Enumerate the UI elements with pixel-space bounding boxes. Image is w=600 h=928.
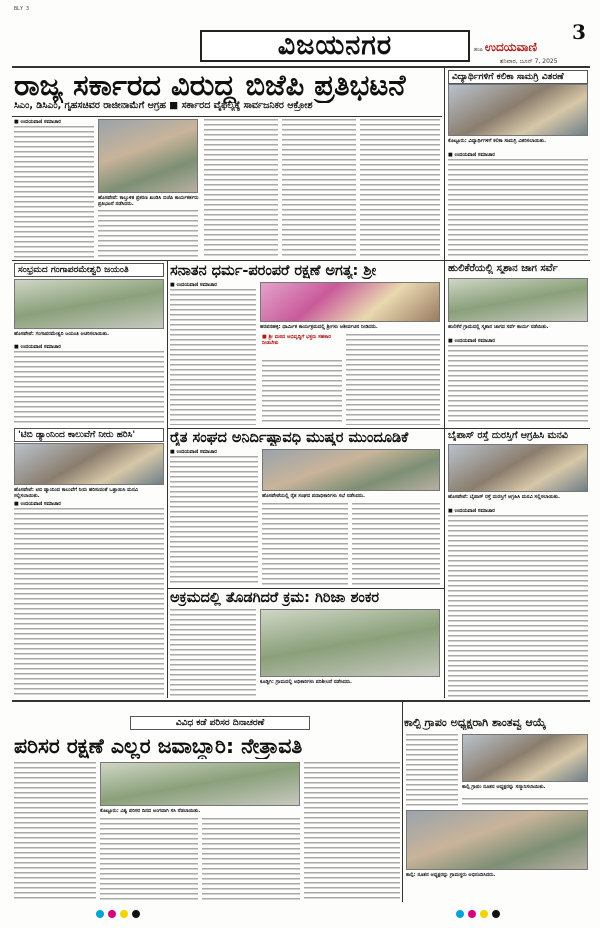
left-story-caption: ಹೊಸಪೇಟೆ: ಗಂಗಾಪರಮೇಶ್ವರಿ ಜಯಂತಿ ಆಚರಿಸಲಾಯಿತು.	[14, 331, 110, 337]
right-story-photo	[448, 278, 588, 322]
right-mid-headline: ಬೈಪಾಸ್ ರಸ್ತೆ ದುರಸ್ತಿಗೆ ಆಗ್ರಹಿಸಿ ಮನವಿ	[448, 430, 568, 441]
row-rule-4	[12, 700, 590, 702]
page-corner-code: BLY 3	[14, 6, 30, 12]
left-story-byline: ■ ಉದಯವಾಣಿ ಸಮಾಚಾರ	[14, 344, 61, 350]
right-mid-caption: ಹೊಸಪೇಟೆ: ಬೈಪಾಸ್ ರಸ್ತೆ ದುರಸ್ತಿಗೆ ಆಗ್ರಹಿಸಿ ಮನವಿ ಸಲ್ಲಿಸಲಾಯಿತು.	[448, 494, 561, 500]
left-mid-photo	[14, 443, 164, 485]
left-story-headline: ಸಂಭ್ರಮದ ಗಂಗಾಪರಮೇಶ್ವರಿ ಜಯಂತಿ	[14, 263, 164, 277]
registration-mark	[96, 910, 104, 918]
right-story-headline: ಹುಲಿಕೆರೆಯಲ್ಲಿ ಸ್ಮಶಾನ ಜಾಗ ಸರ್ವೆ	[448, 263, 558, 274]
top-right-caption: ಕೊಟ್ಟೂರು: ವಿದ್ಯಾರ್ಥಿಗಳಿಗೆ ಕಲಿಕಾ ಸಾಮಗ್ರಿ ವಿತರಿಸಲಾಯಿತು.	[448, 138, 546, 144]
brand-name: ಉದಯವಾಣಿ	[484, 40, 538, 54]
right-mid-body	[448, 515, 588, 698]
illegal-photo	[260, 609, 440, 677]
left-story-body	[14, 351, 164, 425]
top-right-byline: ■ ಉದಯವಾಣಿ ಸಮಾಚಾರ	[448, 152, 495, 158]
right-column-rule	[444, 68, 445, 698]
left-mid-headline: 'ಟಿಬಿ ಡ್ಯಾಂನಿಂದ ಕಾಲುವೆಗೆ ನೀರು ಹರಿಸಿ'	[14, 428, 164, 442]
lead-photo	[98, 119, 198, 193]
bottom-left-photo	[100, 762, 300, 806]
lead-body-col4	[282, 119, 356, 258]
bottom-left-body-col2	[100, 818, 198, 902]
lead-photo-caption: ಹೊಸಪೇಟೆ: ಕಾಲ್ತುಳಿತ ಪ್ರಕರಣ ಖಂಡಿಸಿ ಬಿಜೆಪಿ ಕಾರ್ಯಕರ್ತರು ಪ್ರತಿಭಟನೆ ನಡೆಸಿದರು.	[98, 195, 199, 207]
row-rule-3	[168, 588, 444, 589]
bottom-left-caption: ಕೊಟ್ಟೂರು: ವಿಶ್ವ ಪರಿಸರ ದಿನದ ಅಂಗವಾಗಿ ಸಸಿ ನೆಡಲಾಯಿತು.	[100, 808, 201, 814]
bottom-right-caption: ಕಾಲ್ಪಿ ಗ್ರಾಪಂ ನೂತನ ಅಧ್ಯಕ್ಷರನ್ನು ಸನ್ಮಾನಿಸಲಾಯಿತು.	[462, 784, 546, 790]
bottom-right-body-2	[462, 798, 588, 806]
left-mid-caption: ಹೊಸಪೇಟೆ: ಟಿಬಿ ಡ್ಯಾಂನಿಂದ ಕಾಲುವೆಗೆ ನೀರು ಹರಿಸುವಂತೆ ಒತ್ತಾಯಿಸಿ ಮನವಿ ಸಲ್ಲಿಸಲಾಯಿತು.	[14, 487, 138, 499]
row-rule-2	[168, 428, 590, 429]
farmers-body-col2	[262, 503, 348, 586]
lead-body-col5	[360, 119, 440, 258]
center-photo-caption: ಹರಪನಹಳ್ಳಿ: ಧಾರ್ಮಿಕ ಕಾರ್ಯಕ್ರಮದಲ್ಲಿ ಶ್ರೀಗಳು ಆಶೀರ್ವಚನ ನೀಡಿದರು.	[260, 324, 378, 330]
bottom-left-body-col3	[202, 818, 300, 902]
left-mid-body	[14, 508, 164, 698]
lead-body-col3	[204, 119, 278, 258]
farmers-caption: ಹೊಸಪೇಟೆಯಲ್ಲಿ ರೈತ ಸಂಘದ ಪದಾಧಿಕಾರಿಗಳು ಸಭೆ ನಡೆಸಿದರು.	[262, 493, 365, 499]
center-body-col3	[346, 334, 440, 425]
bottom-right-photo-2	[406, 810, 588, 870]
lead-body-col1	[14, 126, 94, 258]
bottom-right-body	[406, 734, 458, 806]
left-column-rule	[167, 261, 168, 698]
page-number: 3	[572, 20, 586, 44]
registration-mark	[480, 910, 488, 918]
registration-mark	[120, 910, 128, 918]
farmers-photo	[262, 449, 440, 491]
bottom-left-body-col1	[14, 762, 96, 902]
right-story-body	[448, 345, 588, 425]
bottom-column-rule	[402, 702, 403, 902]
registration-mark	[456, 910, 464, 918]
bottom-left-body-col4	[304, 762, 400, 902]
illegal-caption: ಕೂಡ್ಲಿಗಿ: ಗ್ರಾಮದಲ್ಲಿ ಅಧಿಕಾರಿಗಳು ಪರಿಶೀಲನೆ ನಡೆಸಿದರು.	[260, 679, 352, 685]
left-story-photo	[14, 279, 164, 329]
lead-headline: ರಾಜ್ಯ ಸರ್ಕಾರದ ವಿರುದ್ಧ ಬಿಜೆಪಿ ಪ್ರತಿಭಟನೆ	[14, 68, 406, 102]
farmers-body-col1	[170, 456, 258, 586]
bottom-right-caption-2: ಕಾಲ್ಪಿ: ನೂತನ ಅಧ್ಯಕ್ಷರನ್ನು ಗ್ರಾಮಸ್ಥರು ಅಭಿನಂದಿಸಿದರು.	[406, 872, 496, 878]
registration-mark	[108, 910, 116, 918]
registration-mark	[468, 910, 476, 918]
registration-mark	[492, 910, 500, 918]
center-body-col2	[262, 360, 342, 425]
brand-tag: ಹಂಪಿ	[474, 47, 483, 53]
center-headline: ಸನಾತನ ಧರ್ಮ-ಪರಂಪರೆ ರಕ್ಷಣೆ ಅಗತ್ಯ: ಶ್ರೀ	[170, 263, 377, 279]
center-pullquote: ■ ಶ್ರೀ ಮಠದ ಅಭಿವೃದ್ಧಿಗೆ ಭಕ್ತರು ಸಹಕಾರ ನೀಡಬೇಕು	[262, 334, 331, 346]
illegal-headline: ಅಕ್ರಮದಲ್ಲಿ ತೊಡಗಿದರೆ ಕ್ರಮ: ಗಿರಿಜಾ ಶಂಕರ	[170, 590, 380, 606]
brand-logo	[474, 40, 537, 55]
farmers-body-col3	[352, 503, 440, 586]
bottom-left-kicker: ವಿವಿಧ ಕಡೆ ಪರಿಸರ ದಿನಾಚರಣೆ	[130, 716, 310, 730]
bottom-left-headline: ಪರಿಸರ ರಕ್ಷಣೆ ಎಲ್ಲರ ಜವಾಬ್ದಾರಿ: ನೇತ್ರಾವತಿ	[14, 734, 303, 758]
top-right-headline: ವಿದ್ಯಾರ್ಥಿಗಳಿಗೆ ಕಲಿಕಾ ಸಾಮಗ್ರಿ ವಿತರಣೆ	[448, 70, 588, 84]
registration-mark	[132, 910, 140, 918]
lead-body-col2	[98, 210, 198, 258]
dateline: ಶನಿವಾರ, ಜೂನ್ 7, 2025	[500, 58, 558, 65]
row-rule-1	[12, 260, 590, 261]
bottom-right-photo	[462, 734, 588, 782]
right-mid-photo	[448, 444, 588, 492]
farmers-headline: ರೈತ ಸಂಘದ ಅನಿರ್ದಿಷ್ಟಾವಧಿ ಮುಷ್ಕರ ಮುಂದೂಡಿಕೆ	[170, 430, 409, 446]
center-photo	[260, 282, 440, 322]
center-byline: ■ ಉದಯವಾಣಿ ಸಮಾಚಾರ	[170, 282, 217, 288]
lead-subhead: ಸಿಎಂ, ಡಿಸಿಎಂ, ಗೃಹಸಚಿವರ ರಾಜೀನಾಮೆಗೆ ಆಗ್ರಹ ■ ಸರ್ಕಾರದ ವೈಫಲ್ಯಕ್ಕೆ ಸಾರ್ವಜನಿಕರ ಆಕ್ರೋಶ	[14, 100, 313, 111]
lead-byline: ■ ಉದಯವಾಣಿ ಸಮಾಚಾರ	[14, 119, 61, 125]
right-mid-byline: ■ ಉದಯವಾಣಿ ಸಮಾಚಾರ	[448, 508, 495, 514]
bottom-right-headline: ಕಾಲ್ಪಿ ಗ್ರಾಪಂ ಅಧ್ಯಕ್ಷರಾಗಿ ಶಾಂತವ್ವ ಆಯ್ಕೆ	[404, 716, 546, 729]
right-story-caption: ಹುಲಿಕೆರೆ ಗ್ರಾಮದಲ್ಲಿ ಸ್ಮಶಾನ ಜಾಗದ ಸರ್ವೆ ಕಾರ್ಯ ನಡೆಯಿತು.	[448, 324, 549, 330]
farmers-byline: ■ ಉದಯವಾಣಿ ಸಮಾಚಾರ	[170, 449, 217, 455]
lead-rule	[12, 116, 442, 117]
right-story-byline: ■ ಉದಯವಾಣಿ ಸಮಾಚಾರ	[448, 338, 495, 344]
center-body-col1	[170, 289, 256, 425]
illegal-body	[170, 609, 256, 698]
top-right-photo	[448, 84, 588, 136]
section-masthead: ವಿಜಯನಗರ	[200, 30, 470, 62]
top-right-body	[448, 159, 588, 259]
left-mid-byline: ■ ಉದಯವಾಣಿ ಸಮಾಚಾರ	[14, 501, 61, 507]
